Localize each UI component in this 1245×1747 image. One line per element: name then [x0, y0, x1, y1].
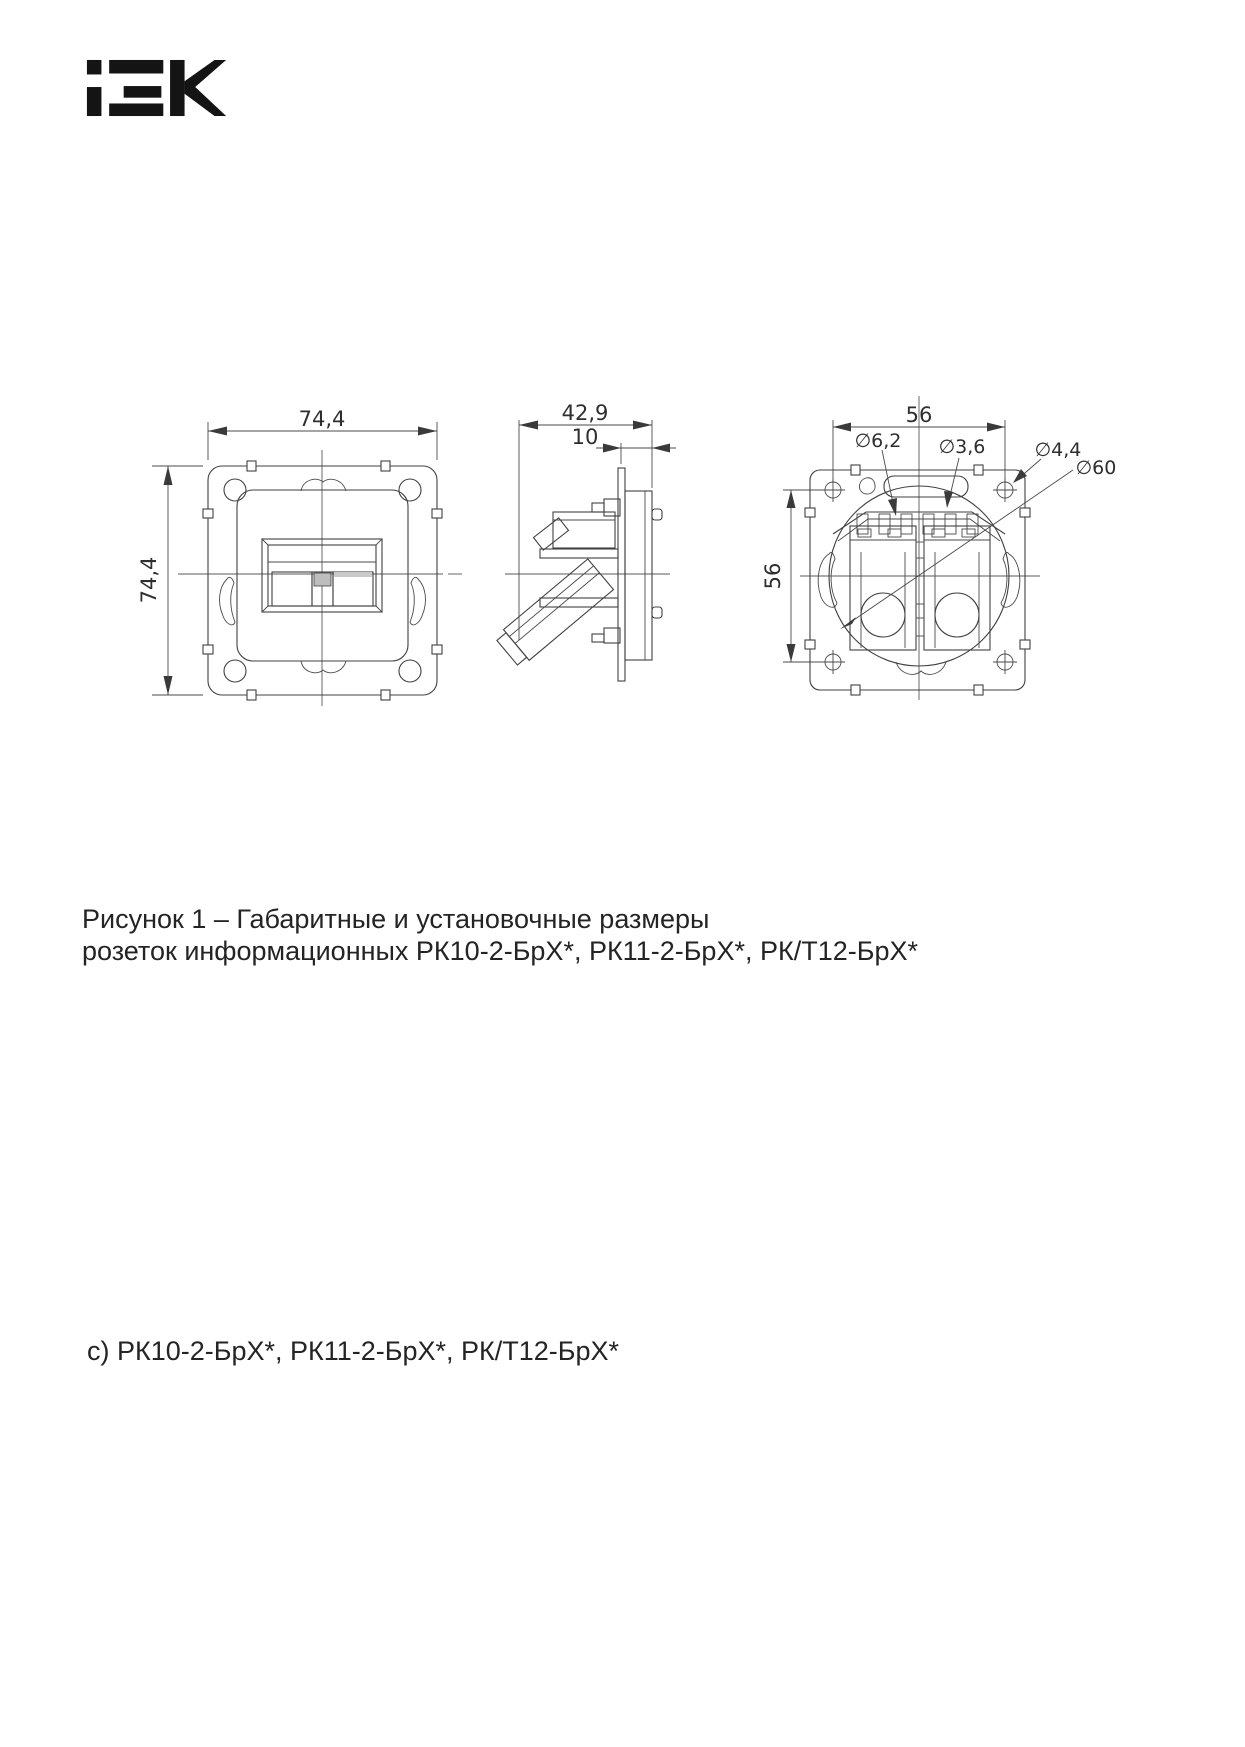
front-jack-right [333, 572, 373, 606]
side-rear-box [625, 491, 652, 660]
dim-back-slot-dia: ∅6,2 [854, 430, 902, 452]
dim-back-hole-spacing-v: 56 [761, 562, 785, 590]
dim-side-depth: 42,9 [561, 401, 609, 425]
dim-back-hole-spacing-h: 56 [905, 403, 933, 427]
side-angled-module [494, 559, 613, 668]
front-screw-hole [224, 660, 246, 682]
front-screw-hole [224, 479, 246, 501]
front-jack-left [272, 572, 312, 606]
back-mounting-plate [810, 470, 1025, 690]
side-faceplate-edge [618, 468, 625, 681]
back-module-right [924, 526, 990, 650]
back-view-drawing [761, 396, 1116, 700]
caption-line-2: розеток информационных РК10-2-БрХ*, РК11-2-БрХ*, РК/Т12-БрХ* [82, 936, 918, 966]
variant-label: с) РК10-2-БрХ*, РК11-2-БрХ*, РК/Т12-БрХ* [87, 1336, 620, 1366]
dim-back-body-dia: ∅60 [1075, 457, 1117, 479]
dim-side-face: 10 [571, 425, 599, 449]
dim-back-screw-hole-dia: ∅4,4 [1034, 439, 1082, 461]
side-view-drawing [494, 401, 676, 681]
front-screw-hole [399, 660, 421, 682]
caption-line-1: Рисунок 1 – Габаритные и установочные размеры [82, 904, 710, 934]
back-module-left [850, 526, 916, 650]
back-jack-barrel-right [935, 593, 979, 637]
dim-front-width: 74,4 [298, 407, 346, 431]
front-screw-hole [399, 479, 421, 501]
dim-front-height: 74,4 [137, 556, 161, 604]
front-view-drawing [137, 407, 462, 706]
figure-caption [82, 903, 918, 967]
dim-back-small-hole-dia: ∅3,6 [938, 436, 986, 458]
